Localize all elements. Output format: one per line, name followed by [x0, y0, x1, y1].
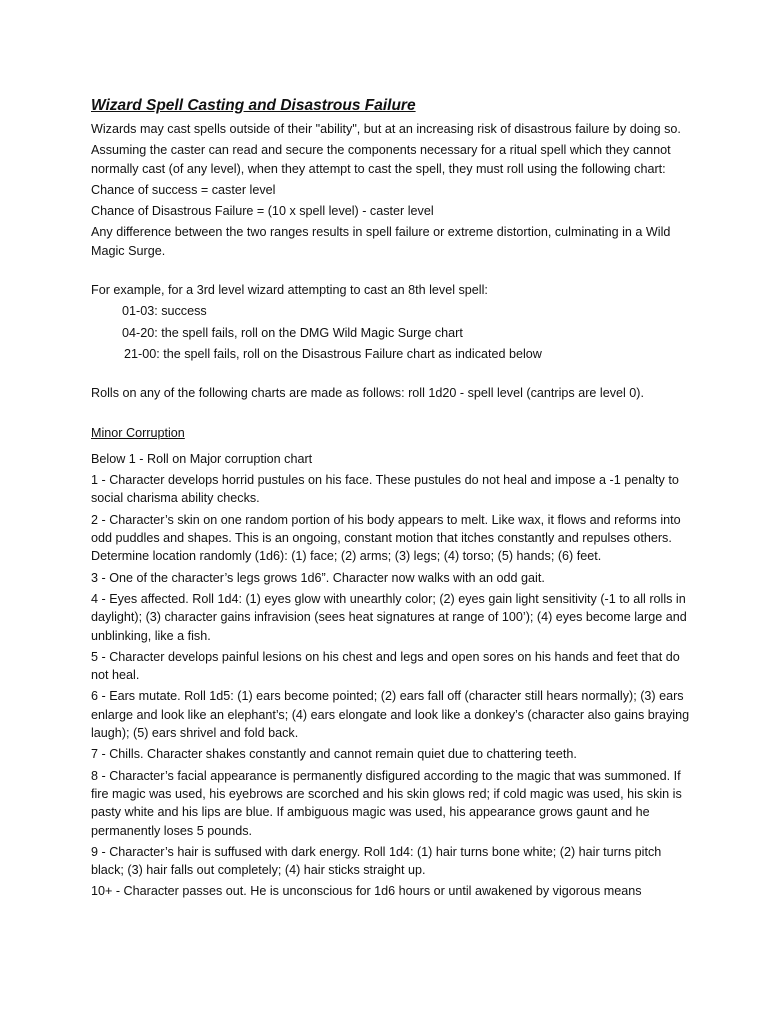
corruption-entry-8: 8 - Character’s facial appearance is permanently disfigured according to the magic that was summoned. If fire magic was used, his eyebrows are scorched and his skin glows red; if cold magic was used, his skin is pasty white and his lips are blue. If ambiguous magic was used, his appearance grows gaunt and he permanently loses 5 pounds. [91, 768, 682, 838]
rolls-note: Rolls on any of the following charts are made as follows: roll 1d20 - spell level (cantrips are level 0). [91, 386, 644, 401]
corruption-entry-6: 6 - Ears mutate. Roll 1d5: (1) ears become pointed; (2) ears fall off (character still hears normally); (3) ears enlarge and look like an elephant’s; (4) ears elongate and look like a donkey’s (character also gains braying laugh); (5) ears shrivel and fold back. [91, 689, 690, 741]
corruption-entry-1: 1 - Character develops horrid pustules on his face. These pustules do not heal and impose a -1 penalty to social charisma ability checks. [91, 473, 679, 506]
corruption-entry-2: 2 - Character’s skin on one random portion of his body appears to melt. Like wax, it flows and reforms into odd puddles and shapes. This is an ongoing, constant motion that itches constantly and repulses others. Determine location randomly (1d6): (1) face; (2) arms; (3) legs; (4) torso; (5) hands; (6) feet. [91, 512, 681, 564]
intro-paragraph-2: Assuming the caster can read and secure the components necessary for a ritual spell which they cannot normally cast (of any level), when they attempt to cast the spell, they must roll using the following chart: [91, 143, 671, 176]
intro-paragraph-5: Any difference between the two ranges results in spell failure or extreme distortion, culminating in a Wild Magic Surge. [91, 225, 671, 258]
success-formula: Chance of success = caster level [91, 182, 276, 197]
corruption-entry-10-plus: 10+ - Character passes out. He is unconscious for 1d6 hours or until awakened by vigorous means [91, 884, 642, 899]
corruption-entry-3: 3 - One of the character’s legs grows 1d6”. Character now walks with an odd gait. [91, 570, 545, 585]
spacer [91, 406, 691, 424]
corruption-entry-5: 5 - Character develops painful lesions on his chest and legs and open sores on his hands and feet that do not heal. [91, 649, 680, 683]
spacer [91, 366, 691, 384]
section-heading-minor-corruption: Minor Corruption [91, 425, 185, 440]
corruption-entry-4: 4 - Eyes affected. Roll 1d4: (1) eyes glow with unearthly color; (2) eyes gain light sensitivity (-1 to all rolls in daylight); (3) character gains infravision (sees heat signatures at range of 100’); (4) eyes become large and unblinking, like a fish. [91, 591, 687, 643]
example-lead: For example, for a 3rd level wizard attempting to cast an 8th level spell: [91, 283, 488, 298]
example-item-3: 21-00: the spell fails, roll on the Disastrous Failure chart as indicated below [124, 346, 542, 361]
intro-paragraph-1: Wizards may cast spells outside of their "ability", but at an increasing risk of disastrous failure by doing so. [91, 122, 681, 136]
example-item-2: 04-20: the spell fails, roll on the DMG Wild Magic Surge chart [122, 325, 463, 340]
document-title: Wizard Spell Casting and Disastrous Failure [91, 97, 416, 114]
spacer [91, 263, 691, 281]
example-item-1: 01-03: success [122, 304, 207, 319]
corruption-entry-below-1: Below 1 - Roll on Major corruption chart [91, 451, 313, 466]
corruption-entry-9: 9 - Character’s hair is suffused with dark energy. Roll 1d4: (1) hair turns bone white; (2) hair turns pitch black; (3) hair falls out completely; (4) hair sticks straight up. [91, 844, 662, 878]
failure-formula: Chance of Disastrous Failure = (10 x spell level) - caster level [91, 204, 434, 219]
document-page [91, 96, 691, 904]
corruption-entry-7: 7 - Chills. Character shakes constantly and cannot remain quiet due to chattering teeth. [91, 747, 577, 762]
